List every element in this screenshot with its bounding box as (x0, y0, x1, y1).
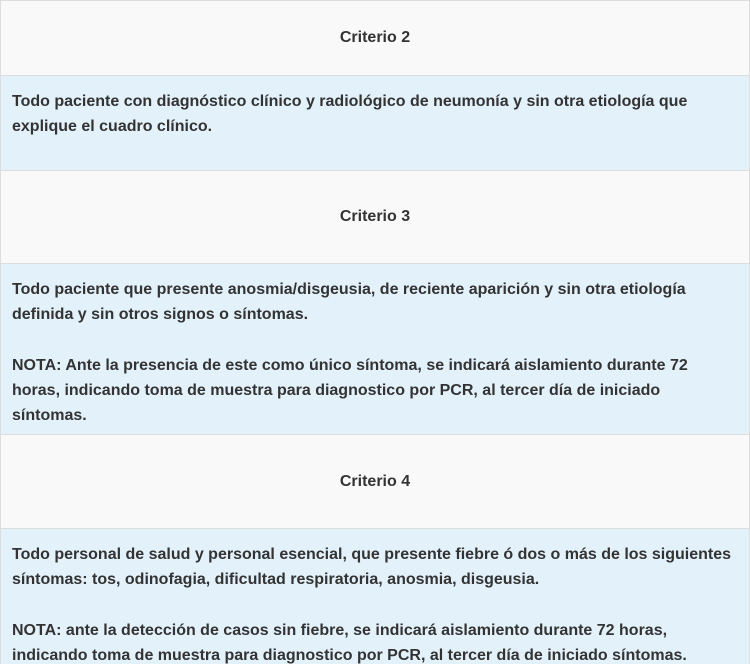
criterion-4-title: Criterio 4 (339, 472, 411, 490)
criterion-4-header (1, 434, 749, 528)
criterion-3-header (1, 170, 749, 263)
criterion-2-body (1, 75, 749, 170)
criterion-2-header (1, 0, 749, 75)
criterion-3-description: Todo paciente que presente anosmia/disgeusia, de reciente aparición y sin otra etiología definida y sin otros signos o síntomas. (12, 281, 686, 323)
criterion-3-title: Criterio 3 (339, 208, 411, 225)
criterion-2-title: Criterio 2 (339, 29, 411, 46)
criterion-4-note: NOTA: ante la detección de casos sin fiebre, se indicará aislamiento durante 72 horas, indicando toma de muestra para diagnostico por PCR, al tercer día de iniciado síntomas. (12, 622, 687, 664)
criterion-4-description: Todo personal de salud y personal esencial, que presente fiebre ó dos o más de los siguientes síntomas: tos, odinofagia, dificultad respiratoria, anosmia, disgeusia. (12, 546, 732, 588)
criterion-2-description: Todo paciente con diagnóstico clínico y radiológico de neumonía y sin otra etiología que explique el cuadro clínico. (12, 93, 688, 135)
criterion-3-note: NOTA: Ante la presencia de este como único síntoma, se indicará aislamiento durante 72 horas, indicando toma de muestra para diagnostico por PCR, al tercer día de iniciado síntomas. (12, 357, 688, 424)
criterion-4-body (1, 528, 749, 664)
criterion-3-body (1, 263, 749, 434)
